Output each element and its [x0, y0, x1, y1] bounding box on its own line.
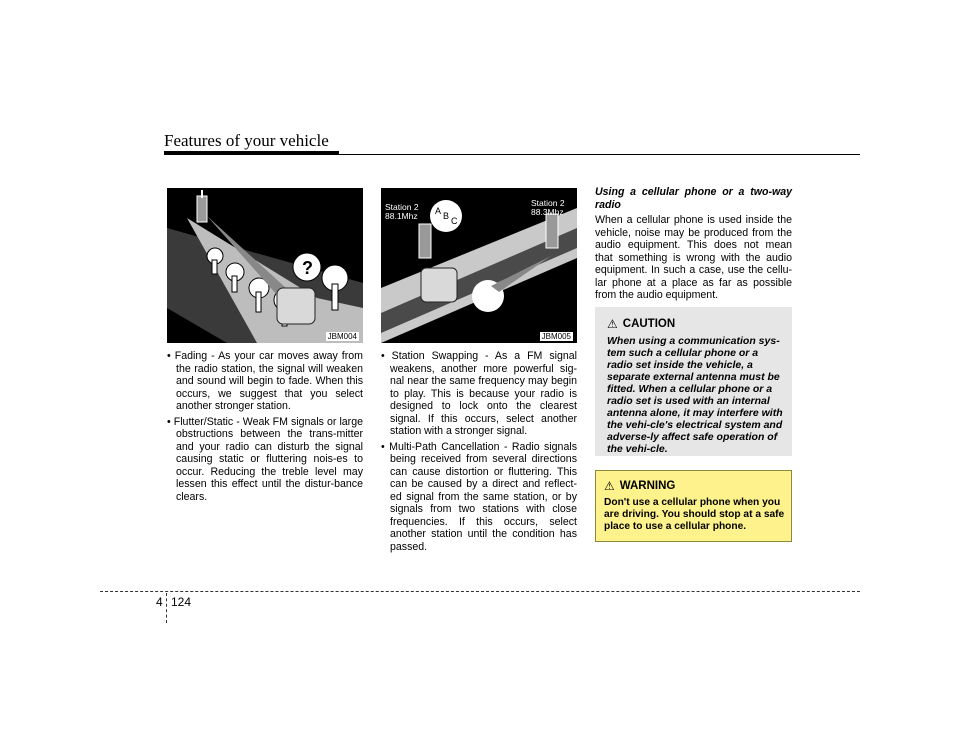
- section-heading: Using a cellular phone or a two-way radio: [595, 186, 792, 211]
- figure-fading: [167, 188, 363, 343]
- page-section-title: Features of your vehicle: [164, 131, 329, 150]
- list-item: • Fading - As your car moves away from the radio station, the signal will weaken and sound will begin to fade. When this occurs, we suggest that you select another stronger station.: [167, 350, 363, 412]
- footer-divider: [166, 593, 167, 623]
- list-item: • Flutter/Static - Weak FM signals or large obstructions between the trans-mitter and your radio can disturb the signal causing static or fluttering nois-es to occur. Reducing the treble level may lessen this effect until the distur-bance clears.: [167, 415, 363, 503]
- station-swapping-illustration: [381, 188, 577, 343]
- caution-text: When using a communication sys-tem such a cellular phone or a radio set inside the vehicle, a separate external antenna must be fitted. When a cellular phone or a radio set is used with an internal antenna alone, it may interfere with the vehi-cle's electrical system and adverse-ly affect safe operation of the vehi-cle.: [607, 335, 783, 455]
- column-3: [595, 186, 792, 302]
- warning-box: [595, 470, 792, 542]
- letter-b: B: [443, 211, 450, 221]
- page-number: 124: [171, 595, 192, 609]
- caution-triangle-icon: ⚠: [607, 317, 618, 331]
- column-1: [167, 350, 363, 506]
- freq-left-label: 88.1Mhz: [385, 211, 418, 221]
- footer-rule: [100, 591, 860, 592]
- freq-right-label: 88.3Mhz: [531, 207, 564, 217]
- section-body: When a cellular phone is used inside the vehicle, noise may be produced from the audio equipment. This does not mean that something is wrong with the audio equipment. In such a case, use the cellu-lar phone at a place as far as possible from the audio equipment.: [595, 214, 792, 301]
- fading-illustration: [167, 188, 363, 343]
- warning-text: Don't use a cellular phone when you are driving. You should stop at a safe place to use a cellular phone.: [604, 497, 785, 532]
- caution-box: [595, 307, 792, 456]
- station-left-label: Station 2: [385, 202, 419, 212]
- station-right-label: Station 2: [531, 198, 565, 208]
- caution-title: CAUTION: [622, 318, 676, 330]
- warning-icon: ⚠: [604, 479, 615, 493]
- figure-code: JBM005: [541, 332, 571, 341]
- chapter-number: 4: [156, 595, 163, 609]
- question-mark: ?: [302, 258, 313, 278]
- column-2: [381, 350, 577, 556]
- warning-title: WARNING: [619, 480, 676, 492]
- header-rule: [164, 154, 860, 155]
- letter-a: A: [435, 206, 442, 216]
- figure-station-swapping: [381, 188, 577, 343]
- figure-code: JBM004: [327, 332, 357, 341]
- list-item: • Station Swapping - As a FM signal weakens, another more powerful sig-nal near the same frequency may begin to play. This is because your radio is designed to lock onto the clearest signal. If this occurs, select another station with a stronger signal.: [381, 350, 577, 437]
- list-item: • Multi-Path Cancellation - Radio signals being received from several directions can cause distortion or fluttering. This can be caused by a direct and reflect-ed signal from the same station, or by signals from two stations with close frequencies. If this occurs, select another station until the condition has passed.: [381, 440, 577, 553]
- letter-c: C: [451, 216, 458, 226]
